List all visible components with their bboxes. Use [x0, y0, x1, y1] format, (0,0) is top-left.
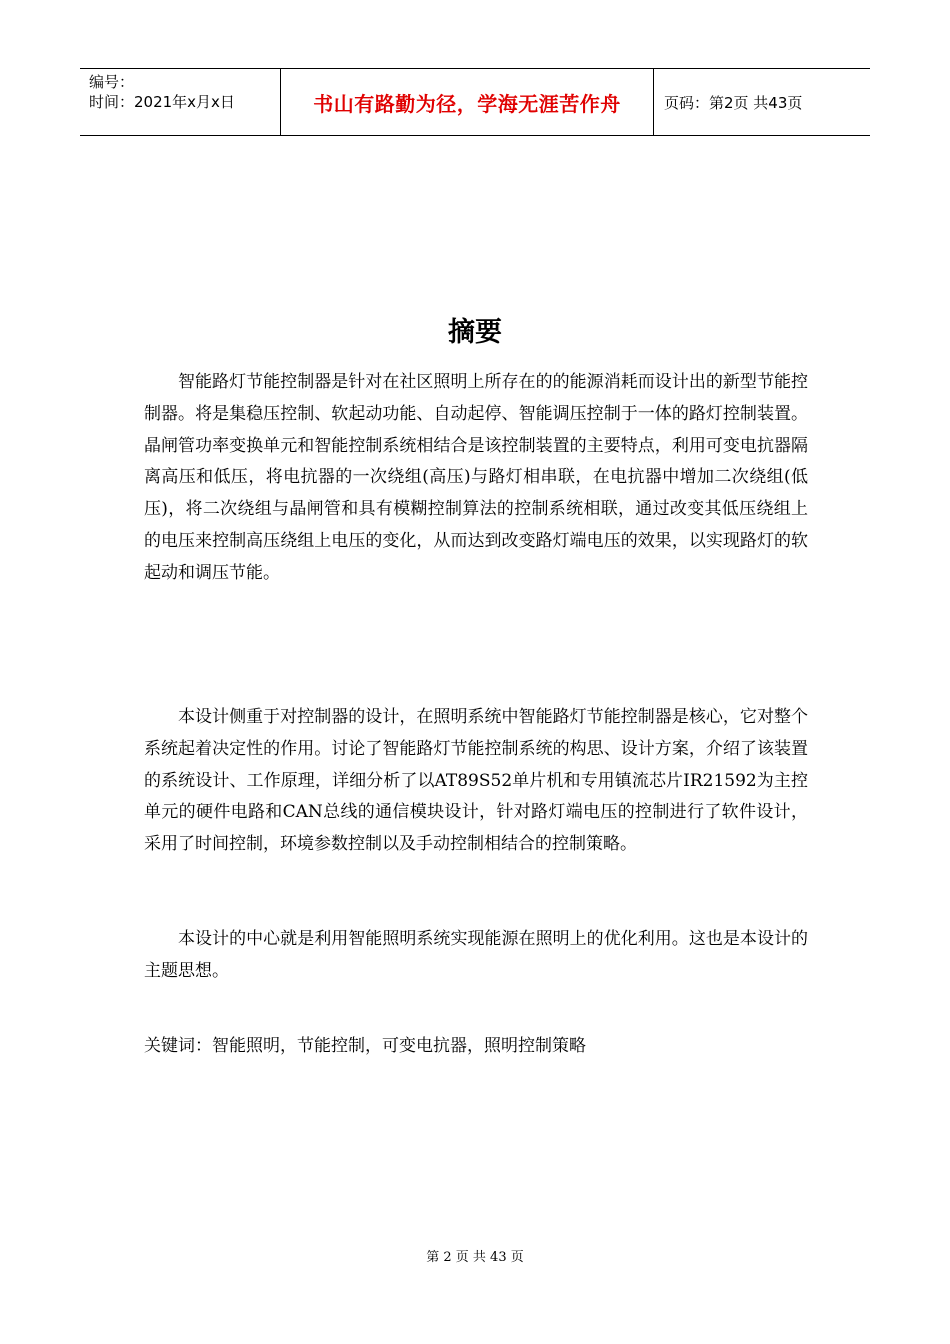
- abstract-paragraph-3: [144, 924, 808, 988]
- header-motto-cell: [281, 69, 654, 135]
- abstract-paragraph-2: [144, 702, 808, 861]
- abstract-paragraph-1: [144, 367, 808, 590]
- page-footer: 第 2 页 共 43 页: [426, 1250, 524, 1265]
- paragraph-text: 智能路灯节能控制器是针对在社区照明上所存在的的能源消耗而设计出的新型节能控制器。将是集稳压控制、软起动功能、自动起停、智能调压控制于一体的路灯控制装置。晶闸管功率变换单元和智能控制系统相结合是该控制装置的主要特点，利用可变电抗器隔离高压和低压，将电抗器的一次绕组(高压)与路灯相串联，在电抗器中增加二次绕组(低压)，将二次绕组与晶闸管和具有模糊控制算法的控制系统相联，通过改变其低压绕组上的电压来控制高压绕组上电压的变化，从而达到改变路灯端电压的效果，以实现路灯的软起动和调压节能。: [144, 372, 808, 583]
- keywords-text: 关键词：智能照明，节能控制，可变电抗器，照明控制策略: [144, 1036, 586, 1056]
- document-date: 时间：2021年x月x日: [89, 93, 235, 111]
- paragraph-text: 本设计侧重于对控制器的设计，在照明系统中智能路灯节能控制器是核心，它对整个系统起着决定性的作用。讨论了智能路灯节能控制系统的构思、设计方案，介绍了该装置的系统设计、工作原理，详细分析了以AT89S52单片机和专用镇流芯片IR21592为主控单元的硬件电路和CAN总线的通信模块设计，针对路灯端电压的控制进行了软件设计，采用了时间控制，环境参数控制以及手动控制相结合的控制策略。: [144, 707, 808, 855]
- document-number-label: 编号：: [89, 73, 135, 91]
- header-meta-cell: [80, 69, 281, 135]
- header-motto: 书山有路勤为径，学海无涯苦作舟: [313, 91, 621, 116]
- paragraph-text: 本设计的中心就是利用智能照明系统实现能源在照明上的优化利用。这也是本设计的主题思想。: [144, 929, 808, 981]
- keywords: [144, 1031, 808, 1063]
- header-page-info: 页码：第2页 共43页: [664, 93, 803, 112]
- page-title: 摘要: [448, 317, 502, 348]
- header-page-cell: [654, 69, 870, 135]
- document-header: [80, 68, 870, 136]
